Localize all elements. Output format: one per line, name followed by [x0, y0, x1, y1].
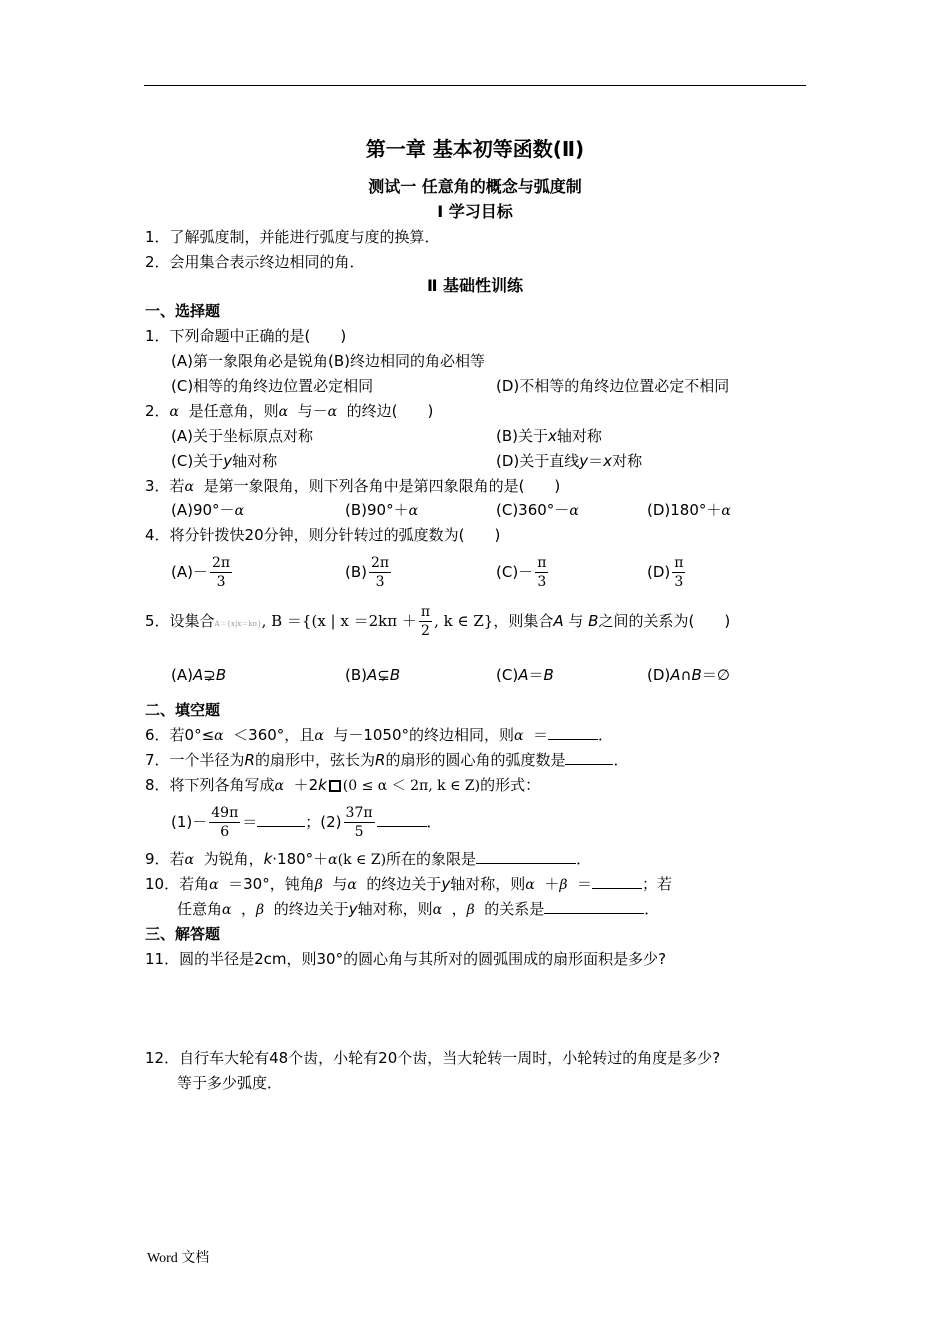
q4-option-d: (D) $\frac{\pi}{3}$ — [647, 555, 684, 590]
q4-option-c: (C)－ $\frac{\pi}{3}$ — [496, 555, 547, 590]
q6-answer-blank[interactable] — [548, 725, 598, 740]
test-title: 测试一 任意角的概念与弧度制 — [368, 177, 582, 196]
section-training-heading: Ⅱ 基础性训练 — [426, 276, 524, 295]
q9-answer-blank[interactable] — [476, 849, 576, 864]
q3-option-a: (A)90°－α — [171, 501, 245, 519]
part-choice-heading: 一、选择题 — [145, 302, 221, 320]
q10-answer-blank-1[interactable] — [592, 874, 642, 889]
q6-stem: 6．若0°≤α ＜360°，且α 与－1050°的终边相同，则α ＝ ． — [145, 726, 614, 744]
q10-line-1: 10．若角α ＝30°，钝角β 与α 的终边关于y轴对称，则α ＋β ＝ ；若 — [145, 875, 672, 893]
q12-stem-line-1: 12．自行车大轮有48个齿，小轮有20个齿，当大轮转一周时，小轮转过的角度是多少? — [145, 1049, 721, 1067]
header-rule — [144, 85, 806, 86]
q8-answer-blank-1[interactable] — [257, 812, 305, 827]
q2-stem: 2．α 是任意角，则α 与－α 的终边( ) — [145, 402, 434, 420]
q5-option-d: (D)A∩B＝∅ — [647, 666, 730, 684]
q4-option-b: (B) $\frac{2\pi}{3}$ — [345, 555, 390, 590]
q5-option-b: (B)A⊊B — [345, 666, 401, 684]
q10-line-2: 任意角α ，β 的终边关于y轴对称，则α ，β 的关系是 ． — [177, 900, 660, 918]
q1-options-ab — [171, 351, 485, 371]
q7-stem: 7．一个半径为R的扇形中，弦长为R的扇形的圆心角的弧度数是 ． — [145, 751, 629, 769]
q5-stem: 5．设集合A＝{x|x＝kπ}, B ＝{(x | x ＝2kπ ＋ $\frac{\pi}{2}$ , k ∈ Z}，则集合A 与 B之间的关系为( ) — [145, 604, 731, 639]
goal-1: 1．了解弧度制，并能进行弧度与度的换算． — [145, 228, 440, 246]
q4-option-a: (A)－ $\frac{2\pi}{3}$ — [171, 555, 231, 590]
q5-option-a: (A)A⊋B — [171, 666, 227, 684]
q8-parts: (1)－ $\frac{49\pi}{6}$ ＝ ；(2) $\frac{37\pi}{5}$ ． — [171, 805, 442, 840]
q8-answer-blank-2[interactable] — [377, 812, 427, 827]
q8-stem: 8．将下列各角写成α ＋2k (0 ≤ α ＜ 2π, k ∈ Z)的形式： — [145, 776, 541, 794]
part-solution-heading: 三、解答题 — [145, 925, 221, 943]
q1-option-c: (C)相等的角终边位置必定相同 — [171, 377, 374, 395]
chapter-title: 第一章 基本初等函数(Ⅱ) — [365, 137, 585, 161]
q12-stem-line-2: 等于多少弧度． — [177, 1074, 283, 1092]
q2-option-c: (C)关于y轴对称 — [171, 452, 278, 470]
section-goals-heading: Ⅰ 学习目标 — [437, 202, 513, 221]
q2-option-a: (A)关于坐标原点对称 — [171, 427, 313, 445]
goal-2: 2．会用集合表示终边相同的角． — [145, 253, 365, 271]
q2-option-b: (B)关于x轴对称 — [496, 427, 602, 445]
q7-answer-blank[interactable] — [565, 750, 613, 765]
q3-option-c: (C)360°－α — [496, 501, 579, 519]
q1-option-a: (A)第一象限角必是锐角 — [171, 352, 328, 370]
q2-option-d: (D)关于直线y＝x对称 — [496, 452, 643, 470]
q1-option-d: (D)不相等的角终边位置必定不相同 — [496, 377, 730, 395]
q3-option-d: (D)180°＋α — [647, 501, 731, 519]
q11-stem: 11．圆的半径是2cm，则30°的圆心角与其所对的圆弧围成的扇形面积是多少? — [145, 950, 667, 968]
q9-stem: 9．若α 为锐角，k·180°＋α(k ∈ Z)所在的象限是 ． — [145, 850, 592, 868]
footer-label: Word 文档 — [147, 1251, 210, 1266]
q4-stem: 4．将分针拨快20分钟，则分针转过的弧度数为( ) — [145, 526, 501, 544]
q5-option-c: (C)A＝B — [496, 666, 554, 684]
q1-stem: 1．下列命题中正确的是( ) — [145, 327, 347, 345]
q5-set-a-image: A＝{x|x＝kπ} — [214, 620, 262, 628]
q3-stem: 3．若α 是第一象限角，则下列各角中是第四象限角的是( ) — [145, 477, 561, 495]
part-fill-heading: 二、填空题 — [145, 701, 221, 719]
q1-option-b: (B)终边相同的角必相等 — [327, 352, 485, 370]
q3-option-b: (B)90°＋α — [345, 501, 419, 519]
q10-answer-blank-2[interactable] — [544, 899, 644, 914]
